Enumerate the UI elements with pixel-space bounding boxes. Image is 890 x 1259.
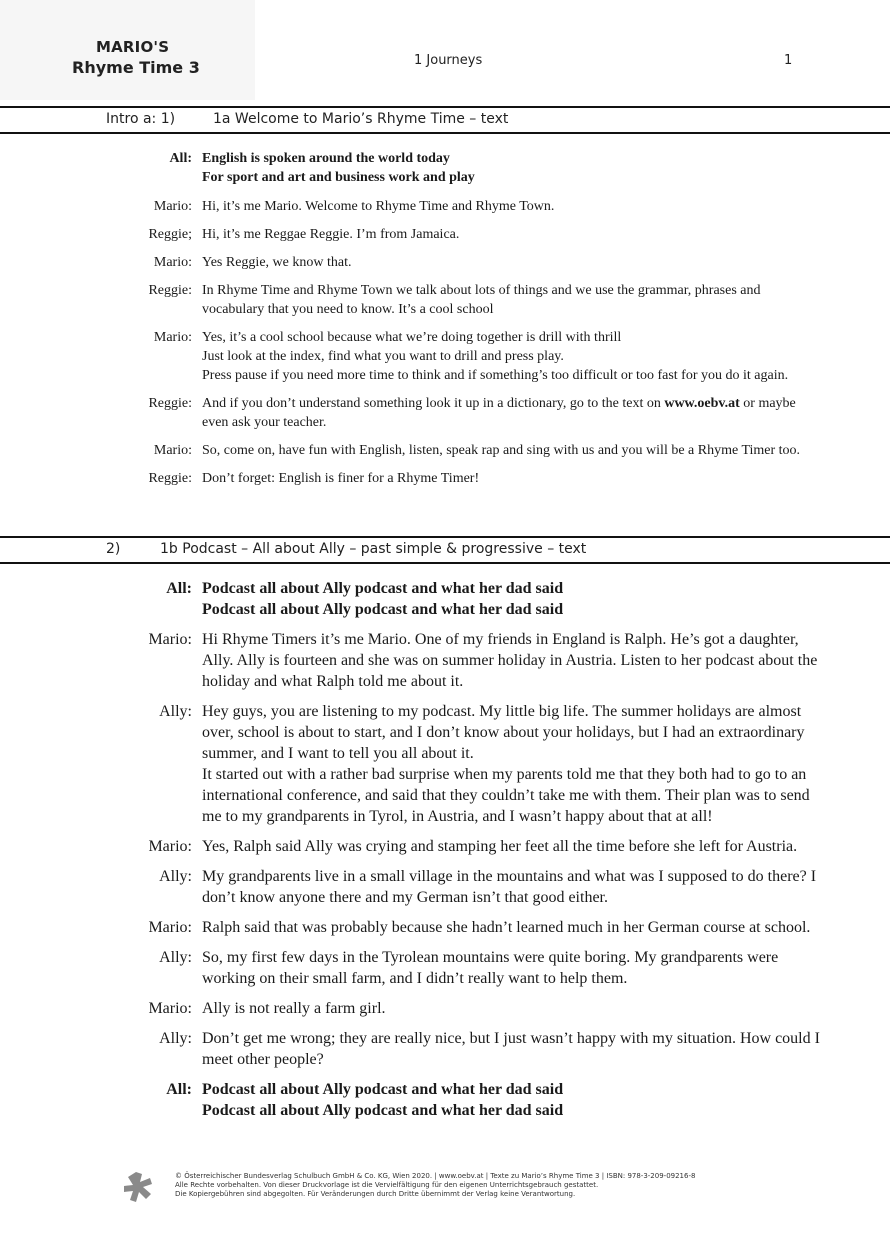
dialogue-text bbox=[202, 629, 820, 692]
dialogue-row bbox=[0, 836, 890, 857]
speaker-label: Mario: bbox=[153, 330, 192, 345]
speaker-label: Reggie; bbox=[148, 227, 192, 242]
dialogue-row bbox=[0, 701, 890, 827]
dialogue-paragraph: Don’t forget: English is finer for a Rhyme Timer! bbox=[202, 471, 480, 486]
dialogue-row bbox=[0, 441, 890, 460]
dialogue-row bbox=[0, 394, 890, 432]
dialogue-paragraph: Ally is not really a farm girl. bbox=[202, 1000, 386, 1017]
footer-line2: Alle Rechte vorbehalten. Von dieser Druckvorlage ist die Vervielfältigung für den eigenen Unterrichtsgebrauch gestattet. bbox=[175, 1181, 599, 1189]
footer-copyright bbox=[175, 1172, 695, 1199]
dialogue-row bbox=[0, 253, 890, 272]
dialogue-text bbox=[202, 394, 820, 432]
dialogue-row bbox=[0, 281, 890, 319]
dialogue-text bbox=[202, 866, 820, 908]
speaker-label: Mario: bbox=[148, 838, 192, 855]
dialogue-text bbox=[202, 469, 820, 488]
speaker-label: Mario: bbox=[148, 919, 192, 936]
dialogue-row bbox=[0, 328, 890, 385]
dialogue-row bbox=[0, 469, 890, 488]
dialogue-paragraph: For sport and art and business work and play bbox=[202, 170, 475, 185]
chapter-title: 1 Journeys bbox=[414, 53, 483, 68]
dialogue-text bbox=[202, 947, 820, 989]
dialogue-paragraph: So, come on, have fun with English, listen, speak rap and sing with us and you will be a Rhyme Timer too. bbox=[202, 443, 801, 458]
dialogue-paragraph: Yes, Ralph said Ally was crying and stamping her feet all the time before she left for Austria. bbox=[202, 838, 798, 855]
dialogue-text bbox=[202, 149, 820, 187]
divider-section2-top bbox=[0, 536, 890, 538]
dialogue-row bbox=[0, 947, 890, 989]
dialogue-text bbox=[202, 225, 820, 244]
logo-text-marios: MARIO'S bbox=[96, 38, 170, 56]
dialogue-paragraph: Press pause if you need more time to think and if something’s too difficult or too fast for you do it again. bbox=[202, 368, 789, 383]
dialogue-row bbox=[0, 917, 890, 938]
dialogue-text bbox=[202, 998, 820, 1019]
speaker-label: Mario: bbox=[148, 631, 192, 648]
dialogue-text bbox=[202, 701, 820, 827]
dialogue-row bbox=[0, 866, 890, 908]
dialogue-row bbox=[0, 629, 890, 692]
speaker-label: Ally: bbox=[159, 703, 192, 720]
section2-title: 1b Podcast – All about Ally – past simple & progressive – text bbox=[160, 541, 587, 557]
website-link[interactable]: www.oebv.at bbox=[664, 396, 740, 411]
dialogue-text bbox=[202, 836, 820, 857]
dialogue-paragraph: Yes Reggie, we know that. bbox=[202, 255, 352, 270]
dialogue-paragraph: Podcast all about Ally podcast and what her dad said bbox=[202, 580, 564, 597]
dialogue-text bbox=[202, 578, 820, 620]
section1-label: Intro a: 1) bbox=[106, 111, 176, 127]
dialogue-row bbox=[0, 225, 890, 244]
dialogue-paragraph: Hi, it’s me Mario. Welcome to Rhyme Time and Rhyme Town. bbox=[202, 199, 555, 214]
dialogue-text bbox=[202, 1079, 820, 1121]
dialogue-paragraph: Podcast all about Ally podcast and what her dad said bbox=[202, 1081, 564, 1098]
dialogue-paragraph: My grandparents live in a small village in the mountains and what was I supposed to do there? I don’t know anyone there and my German isn’t that good either. bbox=[202, 868, 817, 906]
speaker-label: Ally: bbox=[159, 868, 192, 885]
dialogue-text bbox=[202, 281, 820, 319]
speaker-label: Mario: bbox=[153, 443, 192, 458]
dialogue-paragraph: Hi Rhyme Timers it’s me Mario. One of my friends in England is Ralph. He’s got a daughter, Ally. Ally is fourteen and she was on summer holiday in Austria. Listen to her podcast about the holiday and what Ralph told me about it. bbox=[202, 631, 818, 690]
dialogue-paragraph: In Rhyme Time and Rhyme Town we talk about lots of things and we use the grammar, phrases and vocabulary that you need to know. It’s a cool school bbox=[202, 283, 761, 317]
dialogue-text bbox=[202, 1028, 820, 1070]
dialogue-paragraph: English is spoken around the world today bbox=[202, 151, 450, 166]
dialogue-row bbox=[0, 578, 890, 620]
section2-label: 2) bbox=[106, 541, 121, 557]
dialogue-paragraph: Ralph said that was probably because she hadn’t learned much in her German course at school. bbox=[202, 919, 811, 936]
logo-text-rhyme-time: Rhyme Time 3 bbox=[72, 58, 200, 77]
dialogue-paragraph: Hey guys, you are listening to my podcast. My little big life. The summer holidays are almost over, school is about to start, and I don’t know about your holidays, but I had an extraordinary summer, and I want to tell you all about it. bbox=[202, 703, 805, 762]
divider-section2 bbox=[0, 562, 890, 564]
dialogue-text bbox=[202, 917, 820, 938]
dialogue-section2 bbox=[0, 578, 890, 1121]
dialogue-text bbox=[202, 197, 820, 216]
speaker-label: Mario: bbox=[153, 199, 192, 214]
dialogue-paragraph: Don’t get me wrong; they are really nice, but I just wasn’t happy with my situation. How could I meet other people? bbox=[202, 1030, 820, 1068]
speaker-label: Reggie: bbox=[148, 471, 192, 486]
speaker-label: Mario: bbox=[153, 255, 192, 270]
speaker-label: All: bbox=[169, 151, 192, 166]
page-number: 1 bbox=[784, 53, 793, 68]
dialogue-text bbox=[202, 328, 820, 385]
dialogue-row bbox=[0, 1079, 890, 1121]
dialogue-paragraph: Hi, it’s me Reggae Reggie. I’m from Jamaica. bbox=[202, 227, 460, 242]
speaker-label: Ally: bbox=[159, 1030, 192, 1047]
dialogue-row bbox=[0, 1028, 890, 1070]
dialogue-text bbox=[202, 441, 820, 460]
speaker-label: Mario: bbox=[148, 1000, 192, 1017]
dialogue-text bbox=[202, 253, 820, 272]
dialogue-paragraph: Just look at the index, find what you want to drill and press play. bbox=[202, 349, 564, 364]
dialogue-section1 bbox=[0, 149, 890, 488]
dialogue-paragraph: And if you don’t understand something look it up in a dictionary, go to the text on www.oebv.at or maybe even ask your teacher. bbox=[202, 396, 796, 430]
footer-line1: © Österreichischer Bundesverlag Schulbuch GmbH & Co. KG, Wien 2020. | www.oebv.at | Texte zu Mario’s Rhyme Time 3 | ISBN: 978-3-209-09216-8 bbox=[175, 1172, 696, 1180]
dialogue-paragraph: It started out with a rather bad surprise when my parents told me that they both had to go to an international conference, and said that they couldn’t take me with them. Their plan was to send me to my grandparents in Tyrol, in Austria, and I wasn’t happy about that at all! bbox=[202, 766, 810, 825]
speaker-label: Reggie: bbox=[148, 283, 192, 298]
speaker-label: All: bbox=[166, 580, 192, 597]
dialogue-row bbox=[0, 998, 890, 1019]
divider-section1 bbox=[0, 132, 890, 134]
speaker-label: Ally: bbox=[159, 949, 192, 966]
dialogue-row bbox=[0, 149, 890, 187]
dialogue-paragraph: Podcast all about Ally podcast and what her dad said bbox=[202, 601, 564, 618]
speaker-label: Reggie: bbox=[148, 396, 192, 411]
speaker-label: All: bbox=[166, 1081, 192, 1098]
section1-title: 1a Welcome to Mario’s Rhyme Time – text bbox=[213, 111, 509, 127]
footer-line3: Die Kopiergebühren sind abgegolten. Für Veränderungen durch Dritte übernimmt der Verlag keine Verantwortung. bbox=[175, 1190, 576, 1198]
dialogue-paragraph: So, my first few days in the Tyrolean mountains were quite boring. My grandparents were working on their small farm, and I didn’t really want to help them. bbox=[202, 949, 779, 987]
publisher-logo-icon bbox=[122, 1170, 156, 1204]
divider-top bbox=[0, 106, 890, 108]
dialogue-paragraph: Podcast all about Ally podcast and what her dad said bbox=[202, 1102, 564, 1119]
dialogue-paragraph: Yes, it’s a cool school because what we’re doing together is drill with thrill bbox=[202, 330, 622, 345]
dialogue-row bbox=[0, 197, 890, 216]
